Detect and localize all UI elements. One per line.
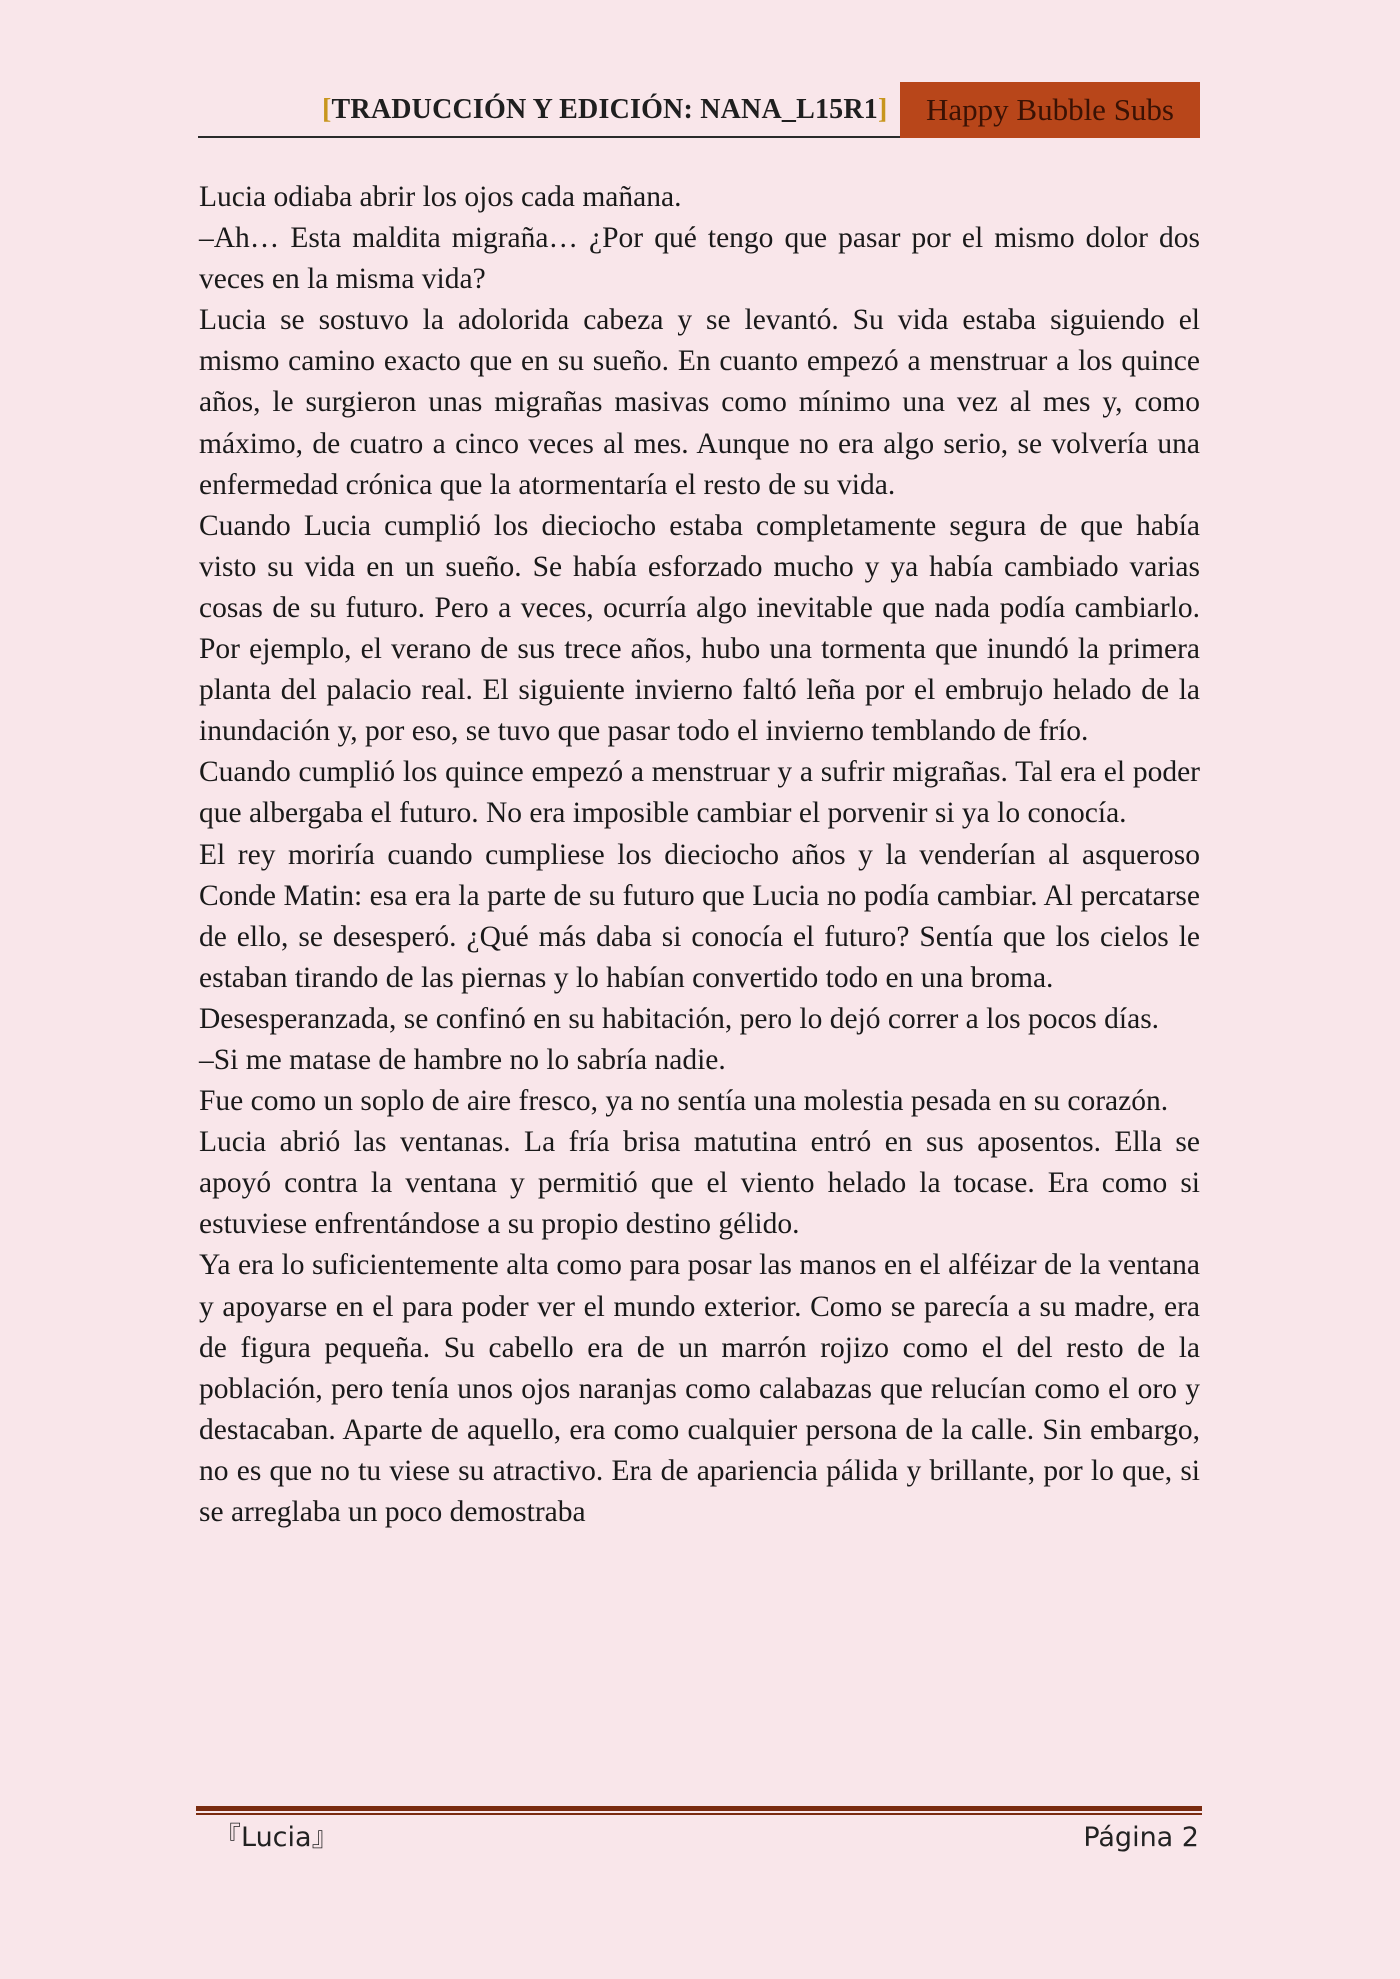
credit-bracket-open: [ — [322, 94, 332, 125]
page-number: Página 2 — [1083, 1822, 1199, 1853]
page-body — [199, 177, 1200, 1533]
paragraph: Lucia odiaba abrir los ojos cada mañana. — [199, 181, 682, 213]
footer-rule-thin — [196, 1813, 1202, 1815]
paragraph: Desesperanzada, se confinó en su habitación, pero lo dejó correr a los pocos días. — [199, 1002, 1160, 1035]
brand-label: Happy Bubble Subs — [900, 82, 1200, 138]
footer-rule — [196, 1806, 1202, 1811]
credit-text: TRADUCCIÓN Y EDICIÓN: NANA_L15R1 — [331, 94, 878, 125]
translation-credit — [322, 94, 888, 126]
footer-title: 『Lucia』 — [214, 1822, 339, 1853]
paragraph: –Si me matase de hambre no lo sabría nadie. — [199, 1043, 726, 1076]
page-header — [198, 82, 1200, 138]
paragraph: Lucia abrió las ventanas. La fría brisa matutina entró en sus aposentos. Ella se apoyó contra la ventana y permitió que el viento helado la tocase. Era como si estuviese enfrentándose a su propio destino gélido. — [199, 1126, 1200, 1241]
paragraph: El rey moriría cuando cumpliese los dieciocho años y la venderían al asqueroso Conde Matin: esa era la parte de su futuro que Lucia no podía cambiar. Al percatarse de ello, se desesperó. ¿Qué más daba si conocía el futuro? Sentía que los cielos le estaban tirando de las piernas y lo habían convertido todo en una broma. — [199, 838, 1200, 994]
paragraph: Cuando cumplió los quince empezó a menstruar y a sufrir migrañas. Tal era el poder que albergaba el futuro. No era imposible cambiar el porvenir si ya lo conocía. — [199, 756, 1200, 830]
paragraph: Lucia se sostuvo la adolorida cabeza y se levantó. Su vida estaba siguiendo el mismo camino exacto que en su sueño. En cuanto empezó a menstruar a los quince años, le surgieron unas migrañas masivas como mínimo una vez al mes y, como máximo, de cuatro a cinco veces al mes. Aunque no era algo serio, se volvería una enfermedad crónica que la atormentaría el resto de su vida. — [199, 304, 1200, 501]
paragraph: Fue como un soplo de aire fresco, ya no sentía una molestia pesada en su corazón. — [199, 1085, 1169, 1118]
paragraph: Ya era lo suficientemente alta como para posar las manos en el alféizar de la ventana y apoyarse en el para poder ver el mundo exterior. Como se parecía a su madre, era de figura pequeña. Su cabello era de un marrón rojizo como el del resto de la población, pero tenía unos ojos naranjas como calabazas que relucían como el oro y destacaban. Aparte de aquello, era como cualquier persona de la calle. Sin embargo, no es que no tu viese su atractivo. Era de apariencia pálida y brillante, por lo que, si se arreglaba un poco demostraba — [199, 1249, 1200, 1528]
header-rule — [198, 136, 900, 138]
paragraph: –Ah… Esta maldita migraña… ¿Por qué tengo que pasar por el mismo dolor dos veces en la misma vida? — [199, 222, 1200, 296]
credit-bracket-close: ] — [877, 94, 888, 125]
paragraph: Cuando Lucia cumplió los dieciocho estaba completamente segura de que había visto su vida en un sueño. Se había esforzado mucho y ya había cambiado varias cosas de su futuro. Pero a veces, ocurría algo inevitable que nada podía cambiarlo. Por ejemplo, el verano de sus trece años, hubo una tormenta que inundó la primera planta del palacio real. El siguiente invierno faltó leña por el embrujo helado de la inundación y, por eso, se tuvo que pasar todo el invierno temblando de frío. — [199, 509, 1200, 748]
